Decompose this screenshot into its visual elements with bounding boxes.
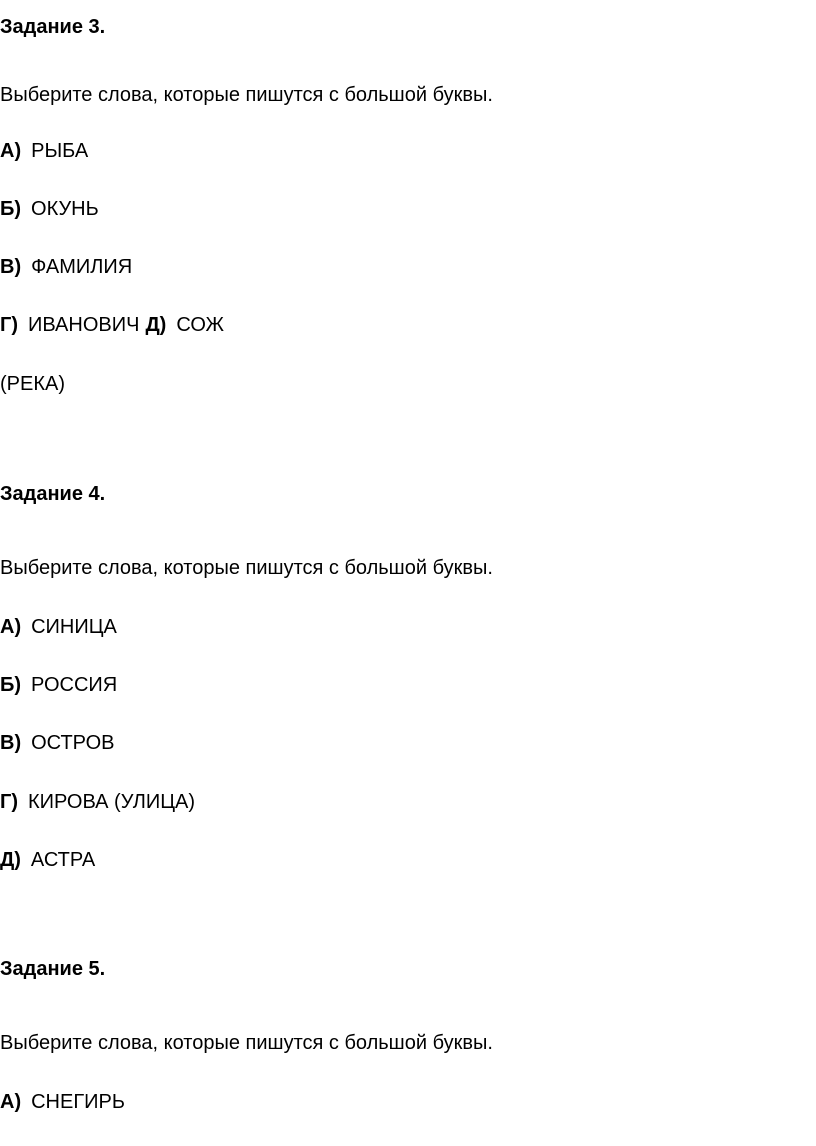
task-3-continuation: (РЕКА) (0, 373, 65, 395)
option-word: СИНИЦА (31, 616, 117, 638)
option-word: КИРОВА (УЛИЦА) (28, 791, 196, 813)
option-word: ФАМИЛИЯ (31, 256, 133, 278)
option-letter: Б) (0, 674, 22, 696)
task-4-title: Задание 4. (0, 483, 106, 505)
option-letter: Д) (145, 314, 167, 336)
task-4-option-d (0, 848, 95, 872)
option-word: СНЕГИРЬ (31, 1091, 126, 1113)
option-letter: А) (0, 616, 22, 638)
option-letter: Д) (0, 849, 21, 871)
task-4-option-v (0, 731, 114, 755)
task-3-option-g-d (0, 313, 224, 337)
option-word: ОСТРОВ (31, 732, 115, 754)
option-letter: В) (0, 732, 22, 754)
task-3-option-b (0, 197, 99, 221)
option-letter: Г) (0, 791, 18, 813)
option-letter: А) (0, 1091, 22, 1113)
task-4-option-b (0, 673, 117, 697)
task-5-option-a (0, 1090, 125, 1114)
option-letter: В) (0, 256, 22, 278)
option-letter: Б) (0, 198, 22, 220)
option-word: РЫБА (31, 140, 89, 162)
task-3-question: Выберите слова, которые пишутся с большой буквы. (0, 84, 493, 106)
task-4-option-a (0, 615, 117, 639)
option-letter: А) (0, 140, 22, 162)
option-word: РОССИЯ (31, 674, 118, 696)
option-word: СОЖ (176, 314, 224, 336)
option-word: АСТРА (30, 849, 96, 871)
task-3-option-v (0, 255, 132, 279)
option-letter: Г) (0, 314, 18, 336)
task-5-question: Выберите слова, которые пишутся с большой буквы. (0, 1032, 493, 1054)
task-4-question: Выберите слова, которые пишутся с большой буквы. (0, 557, 493, 579)
task-3-title: Задание 3. (0, 16, 106, 38)
option-word: ИВАНОВИЧ (28, 314, 140, 336)
task-5-title: Задание 5. (0, 958, 106, 980)
task-4-option-g (0, 790, 195, 814)
option-word: ОКУНЬ (31, 198, 99, 220)
task-3-option-a (0, 139, 88, 163)
